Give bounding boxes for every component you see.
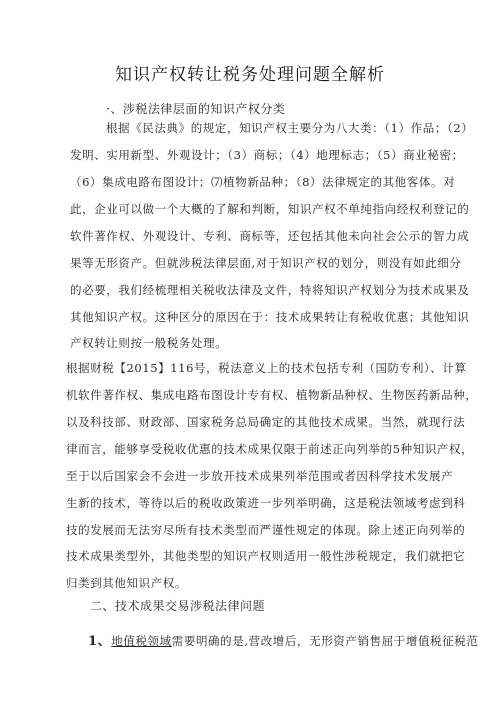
paragraph-line: 其他知识产权。这种区分的原因在于：技术成果转让有税收优惠；其他知识 — [70, 310, 470, 324]
paragraph-line: 发明、实用新型、外观设计；（3）商标；（4）地理标志；（5）商业秘密； — [70, 148, 464, 162]
paragraph-line: 此，企业可以做一个大概的了解和判断，知识产权不单纯指向经权利登记的 — [70, 202, 470, 216]
item-1-line — [88, 630, 479, 649]
item-1-emphasis: 地值税领域 — [111, 634, 172, 648]
paragraph-line: 根据《民法典》的规定，知识产权主要分为八大类：（1）作品；（2） — [106, 121, 474, 135]
paragraph-line: 归类到其他知识产权。 — [66, 576, 187, 590]
item-1-text: 需要明确的是,营改增后，无形资产销售屈于增值税征税范 — [171, 634, 479, 648]
paragraph-line: 的必要，我们经梳理相关税收法律及文件，特将知识产权划分为技术成果及 — [70, 283, 470, 297]
paragraph-line: 技术成果类型外，其他类型的知识产权则适用一般性涉税规定，我们就把它 — [66, 549, 466, 563]
paragraph-line: 以及科技部、财政部、国家税务总局确定的其他技术成果。当然，就现行法 — [66, 415, 466, 429]
paragraph-line: 根据财税【2015】116号，税法意义上的技术包括专利（国防专利）、计算 — [66, 361, 467, 375]
section-heading-2: 二、技术成果交易涉税法律问题 — [90, 599, 266, 613]
paragraph-line: 技的发展而无法穷尽所有技术类型而严谨性规定的体现。除上述正向列举的 — [66, 523, 466, 537]
paragraph-line: 软件著作权、外观设计、专利、商标等，还包括其他未向社会公示的智力成 — [70, 229, 470, 243]
paragraph-line: 产权转让则按一般税务处理。 — [70, 336, 228, 350]
paragraph-line: 生新的技术，等待以后的税收政策进一步列举明确，这是税法领域考虑到科 — [66, 496, 466, 510]
item-1-number: 1、 — [88, 634, 112, 649]
paragraph-line: 至于以后国家会不会进一步放开技术成果列举范围或者因科学技术发展产 — [66, 469, 454, 483]
section-heading-1: ·、涉税法律层面的知识产权分类 — [106, 102, 286, 116]
paragraph-line: （6）集成电路布图设计；⑺植物新品种；（8）法律规定的其他客体。对 — [70, 175, 456, 189]
document-title: 知识产权转让税务处理问题全解析 — [115, 65, 385, 85]
paragraph-line: 机软件著作权、集成电路布图设计专有权、植物新品种权、生物医药新品种， — [66, 388, 478, 402]
paragraph-line: 律而言，能够享受税收优惠的技术成果仅限于前述正向列举的5种知识产权， — [66, 442, 474, 456]
paragraph-line: 果等无形资产。但就涉税法律层面,对于知识产权的划分，则没有如此细分 — [70, 256, 462, 270]
